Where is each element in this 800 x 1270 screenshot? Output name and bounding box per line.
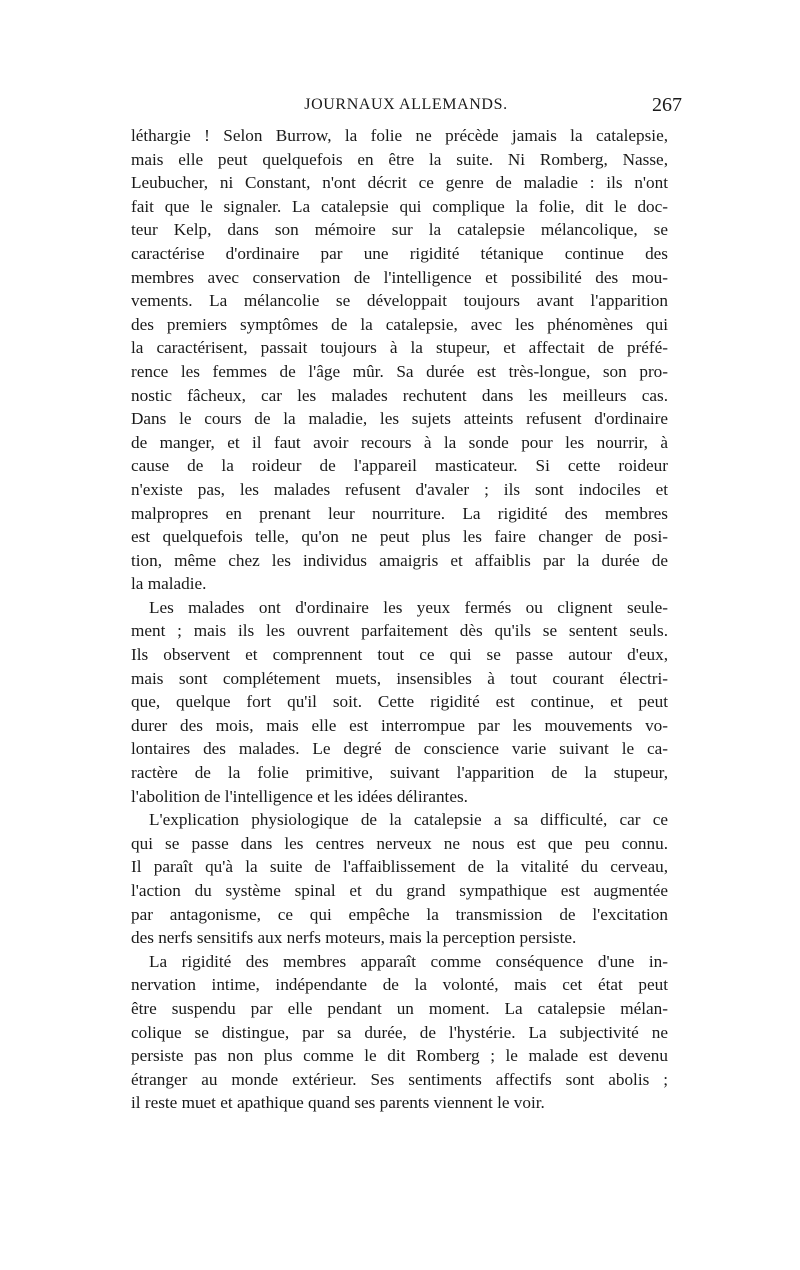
text-line: colique se distingue, par sa durée, de l'hystérie. La subjectivité ne bbox=[131, 1022, 668, 1042]
text-line: durer des mois, mais elle est interrompue par les mouvements vo- bbox=[131, 715, 668, 735]
text-line: être suspendu par elle pendant un moment. La catalepsie mélan- bbox=[131, 998, 668, 1018]
text-line: la maladie. bbox=[131, 574, 207, 594]
page-number: 267 bbox=[652, 94, 682, 116]
text-line: nervation intime, indépendante de la volonté, mais cet état peut bbox=[131, 975, 668, 995]
text-line: Il paraît qu'à la suite de l'affaiblissement de la vitalité du cerveau, bbox=[131, 857, 668, 877]
text-line: mais sont complétement muets, insensibles à tout courant électri- bbox=[131, 668, 668, 688]
running-head-title: JOURNAUX ALLEMANDS. bbox=[304, 96, 508, 113]
text-line: Les malades ont d'ordinaire les yeux fermés ou clignent seule- bbox=[149, 597, 668, 617]
paragraph bbox=[131, 808, 668, 950]
text-line: caractérise d'ordinaire par une rigidité tétanique continue des bbox=[131, 243, 668, 263]
text-line: il reste muet et apathique quand ses parents viennent le voir. bbox=[131, 1093, 545, 1113]
text-line: par antagonisme, ce qui empêche la transmission de l'excitation bbox=[131, 904, 668, 924]
text-line: léthargie ! Selon Burrow, la folie ne précède jamais la catalepsie, bbox=[131, 126, 668, 145]
text-line: Ils observent et comprennent tout ce qui se passe autour d'eux, bbox=[131, 645, 668, 665]
paragraph bbox=[131, 596, 668, 808]
text-line: ractère de la folie primitive, suivant l'apparition de la stupeur, bbox=[131, 763, 668, 783]
text-line: membres avec conservation de l'intelligence et possibilité des mou- bbox=[131, 267, 668, 287]
text-line: n'existe pas, les malades refusent d'avaler ; ils sont indociles et bbox=[131, 479, 668, 499]
text-line: Dans le cours de la maladie, les sujets atteints refusent d'ordinaire bbox=[131, 409, 668, 429]
text-line: l'action du système spinal et du grand sympathique est augmentée bbox=[131, 881, 668, 900]
text-line: rence les femmes de l'âge mûr. Sa durée est très-longue, son pro- bbox=[131, 361, 668, 381]
text-line: lontaires des malades. Le degré de conscience varie suivant le ca- bbox=[131, 739, 668, 759]
text-line: persiste pas non plus comme le dit Romberg ; le malade est devenu bbox=[131, 1046, 668, 1066]
text-line: l'abolition de l'intelligence et les idées délirantes. bbox=[131, 786, 468, 806]
text-line: qui se passe dans les centres nerveux ne nous est que peu connu. bbox=[131, 833, 668, 853]
text-line: de manger, et il faut avoir recours à la sonde pour les nourrir, à bbox=[131, 432, 668, 452]
text-line: L'explication physiologique de la catalepsie a sa difficulté, car ce bbox=[149, 810, 668, 830]
paragraph bbox=[131, 950, 668, 1115]
body-text bbox=[131, 124, 668, 1115]
text-line: la caractérisent, passait toujours à la stupeur, et affectait de préfé- bbox=[131, 338, 668, 358]
text-line: La rigidité des membres apparaît comme conséquence d'une in- bbox=[149, 951, 668, 971]
text-line: que, quelque fort qu'il soit. Cette rigidité est continue, et peut bbox=[131, 692, 668, 712]
text-line: Leubucher, ni Constant, n'ont décrit ce genre de maladie : ils n'ont bbox=[131, 173, 668, 193]
running-head bbox=[130, 94, 682, 118]
text-line: tion, même chez les individus amaigris et affaiblis par la durée de bbox=[131, 550, 668, 570]
text-line: étranger au monde extérieur. Ses sentiments affectifs sont abolis ; bbox=[131, 1069, 668, 1089]
text-line: est quelquefois telle, qu'on ne peut plus les faire changer de posi- bbox=[131, 527, 668, 547]
text-line: vements. La mélancolie se développait toujours avant l'apparition bbox=[131, 291, 668, 311]
paragraph bbox=[131, 124, 668, 596]
text-line: mais elle peut quelquefois en être la suite. Ni Romberg, Nasse, bbox=[131, 149, 668, 169]
text-line: des nerfs sensitifs aux nerfs moteurs, mais la perception persiste. bbox=[131, 928, 577, 948]
text-line: teur Kelp, dans son mémoire sur la catalepsie mélancolique, se bbox=[131, 220, 668, 240]
text-line: cause de la roideur de l'appareil masticateur. Si cette roideur bbox=[131, 456, 668, 476]
text-line: fait que le signaler. La catalepsie qui complique la folie, dit le doc- bbox=[131, 196, 668, 216]
text-line: des premiers symptômes de la catalepsie, avec les phénomènes qui bbox=[131, 314, 668, 334]
text-line: malpropres en prenant leur nourriture. La rigidité des membres bbox=[131, 503, 668, 523]
text-line: ment ; mais ils les ouvrent parfaitement dès qu'ils se sentent seuls. bbox=[131, 621, 668, 641]
text-line: nostic fâcheux, car les malades rechutent dans les meilleurs cas. bbox=[131, 385, 668, 405]
